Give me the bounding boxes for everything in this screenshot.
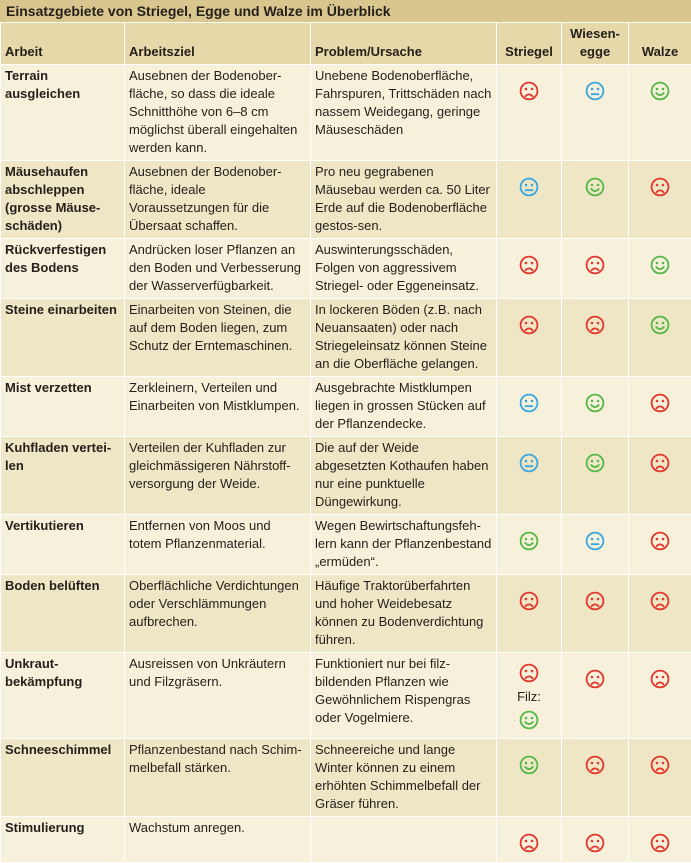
striegel-rating-cell (497, 161, 562, 239)
arbeit-cell: Steine einarbeiten (1, 299, 125, 377)
arbeit-cell: Stimulierung (1, 817, 125, 863)
sad-face-icon (519, 591, 539, 611)
arbeit-cell: Mäusehaufen abschleppen (grosse Mäuse-schäden) (1, 161, 125, 239)
sad-face-icon (650, 453, 670, 473)
overview-table (0, 22, 691, 863)
sad-face-icon (585, 755, 605, 775)
sad-face-icon (650, 755, 670, 775)
table-row (1, 817, 691, 863)
sad-face-icon (585, 255, 605, 275)
walze-rating-cell (629, 515, 691, 575)
problem-cell: Funktioniert nur bei filz-bildenden Pflanzen wie Gewöhnlichem Rispengras oder Vogelmiere. (311, 653, 497, 739)
walze-rating-cell (629, 299, 691, 377)
arbeit-cell: Terrain ausgleichen (1, 65, 125, 161)
egge-rating-cell (562, 739, 629, 817)
problem-cell: Wegen Bewirtschaftungsfeh-lern kann der Pflanzenbestand „ermüden“. (311, 515, 497, 575)
table-row (1, 377, 691, 437)
arbeitsziel-cell: Pflanzenbestand nach Schim-melbefall stärken. (125, 739, 311, 817)
sad-face-icon (519, 663, 539, 683)
table-row (1, 739, 691, 817)
header-striegel: Striegel (497, 23, 562, 65)
walze-rating-cell (629, 65, 691, 161)
egge-rating-cell (562, 575, 629, 653)
striegel-rating-cell (497, 65, 562, 161)
header-problem: Problem/Ursache (311, 23, 497, 65)
problem-cell: Pro neu gegrabenen Mäusebau werden ca. 50 Liter Erde auf die Bodenoberfläche gestos-sen. (311, 161, 497, 239)
egge-rating-cell (562, 65, 629, 161)
happy-face-icon (650, 315, 670, 335)
header-arbeit: Arbeit (1, 23, 125, 65)
striegel-rating-cell (497, 437, 562, 515)
header-wiesenegge: Wiesen- egge (562, 23, 629, 65)
egge-rating-cell (562, 239, 629, 299)
arbeitsziel-cell: Ausebnen der Bodenober-fläche, so dass die ideale Schnitthöhe von 6–8 cm möglichst überall eingehalten werden kann. (125, 65, 311, 161)
arbeitsziel-cell: Oberflächliche Verdichtungen oder Verschlämmungen aufbrechen. (125, 575, 311, 653)
walze-rating-cell (629, 239, 691, 299)
sad-face-icon (650, 591, 670, 611)
walze-rating-cell (629, 653, 691, 739)
sad-face-icon (650, 177, 670, 197)
happy-face-icon (585, 393, 605, 413)
sad-face-icon (585, 591, 605, 611)
happy-face-icon (585, 453, 605, 473)
problem-cell: Unebene Bodenoberfläche, Fahrspuren, Trittschäden nach nassem Weidegang, geringe Mäuseschäden (311, 65, 497, 161)
sad-face-icon (650, 393, 670, 413)
neutral-face-icon (585, 531, 605, 551)
header-arbeitsziel: Arbeitsziel (125, 23, 311, 65)
arbeit-cell: Boden belüften (1, 575, 125, 653)
striegel-rating-cell (497, 653, 562, 739)
problem-cell: Auswinterungsschäden, Folgen von aggressivem Striegel- oder Eggeneinsatz. (311, 239, 497, 299)
arbeitsziel-cell: Einarbeiten von Steinen, die auf dem Boden liegen, zum Schutz der Erntemaschinen. (125, 299, 311, 377)
egge-rating-cell (562, 377, 629, 437)
striegel-rating-cell (497, 739, 562, 817)
table-title: Einsatzgebiete von Striegel, Egge und Walze im Überblick (0, 0, 691, 22)
problem-cell (311, 817, 497, 863)
happy-face-icon (650, 81, 670, 101)
arbeit-cell: Rückverfestigen des Bodens (1, 239, 125, 299)
arbeitsziel-cell: Ausreissen von Unkräutern und Filzgräsern. (125, 653, 311, 739)
table-row (1, 161, 691, 239)
egge-rating-cell (562, 515, 629, 575)
arbeitsziel-cell: Verteilen der Kuhfladen zur gleichmässigeren Nährstoff-versorgung der Weide. (125, 437, 311, 515)
walze-rating-cell (629, 377, 691, 437)
table-row (1, 437, 691, 515)
striegel-rating-cell (497, 575, 562, 653)
happy-face-icon (650, 255, 670, 275)
table-body (1, 65, 691, 863)
table-row (1, 653, 691, 739)
arbeitsziel-cell: Ausebnen der Bodenober-fläche, ideale Voraussetzungen für die Übersaat schaffen. (125, 161, 311, 239)
sad-face-icon (519, 833, 539, 853)
sad-face-icon (519, 255, 539, 275)
striegel-rating-cell (497, 299, 562, 377)
arbeit-cell: Vertikutieren (1, 515, 125, 575)
striegel-rating-cell (497, 817, 562, 863)
arbeitsziel-cell: Andrücken loser Pflanzen an den Boden und Verbesserung der Wasserverfügbarkeit. (125, 239, 311, 299)
walze-rating-cell (629, 817, 691, 863)
table-row (1, 65, 691, 161)
header-walze: Walze (629, 23, 691, 65)
sad-face-icon (585, 315, 605, 335)
striegel-rating-cell (497, 377, 562, 437)
arbeitsziel-cell: Entfernen von Moos und totem Pflanzenmaterial. (125, 515, 311, 575)
sad-face-icon (650, 833, 670, 853)
happy-face-icon (519, 755, 539, 775)
filz-label: Filz: (517, 689, 541, 704)
neutral-face-icon (585, 81, 605, 101)
arbeitsziel-cell: Wachstum anregen. (125, 817, 311, 863)
happy-face-icon (519, 710, 539, 730)
neutral-face-icon (519, 453, 539, 473)
striegel-rating-cell (497, 239, 562, 299)
walze-rating-cell (629, 437, 691, 515)
problem-cell: Schneereiche und lange Winter können zu einem erhöhten Schimmelbefall der Gräser führen. (311, 739, 497, 817)
table-row (1, 575, 691, 653)
egge-rating-cell (562, 653, 629, 739)
neutral-face-icon (519, 393, 539, 413)
egge-rating-cell (562, 299, 629, 377)
arbeit-cell: Schneeschimmel (1, 739, 125, 817)
walze-rating-cell (629, 161, 691, 239)
arbeit-cell: Unkraut-bekämpfung (1, 653, 125, 739)
problem-cell: Ausgebrachte Mistklumpen liegen in grossen Stücken auf der Pflanzendecke. (311, 377, 497, 437)
table-row (1, 239, 691, 299)
table-row (1, 299, 691, 377)
sad-face-icon (519, 81, 539, 101)
sad-face-icon (650, 531, 670, 551)
egge-rating-cell (562, 817, 629, 863)
striegel-rating-cell (497, 515, 562, 575)
egge-rating-cell (562, 161, 629, 239)
egge-rating-cell (562, 437, 629, 515)
neutral-face-icon (519, 177, 539, 197)
arbeitsziel-cell: Zerkleinern, Verteilen und Einarbeiten von Mistklumpen. (125, 377, 311, 437)
table-row (1, 515, 691, 575)
sad-face-icon (585, 833, 605, 853)
problem-cell: In lockeren Böden (z.B. nach Neuansaaten) oder nach Striegeleinsatz können Steine an die Oberfläche gelangen. (311, 299, 497, 377)
arbeit-cell: Mist verzetten (1, 377, 125, 437)
sad-face-icon (585, 669, 605, 689)
arbeit-cell: Kuhfladen vertei-len (1, 437, 125, 515)
problem-cell: Die auf der Weide abgesetzten Kothaufen haben nur eine punktuelle Düngewirkung. (311, 437, 497, 515)
walze-rating-cell (629, 575, 691, 653)
happy-face-icon (585, 177, 605, 197)
sad-face-icon (519, 315, 539, 335)
happy-face-icon (519, 531, 539, 551)
walze-rating-cell (629, 739, 691, 817)
sad-face-icon (650, 669, 670, 689)
problem-cell: Häufige Traktorüberfahrten und hoher Weidebesatz können zu Bodenverdichtung führen. (311, 575, 497, 653)
